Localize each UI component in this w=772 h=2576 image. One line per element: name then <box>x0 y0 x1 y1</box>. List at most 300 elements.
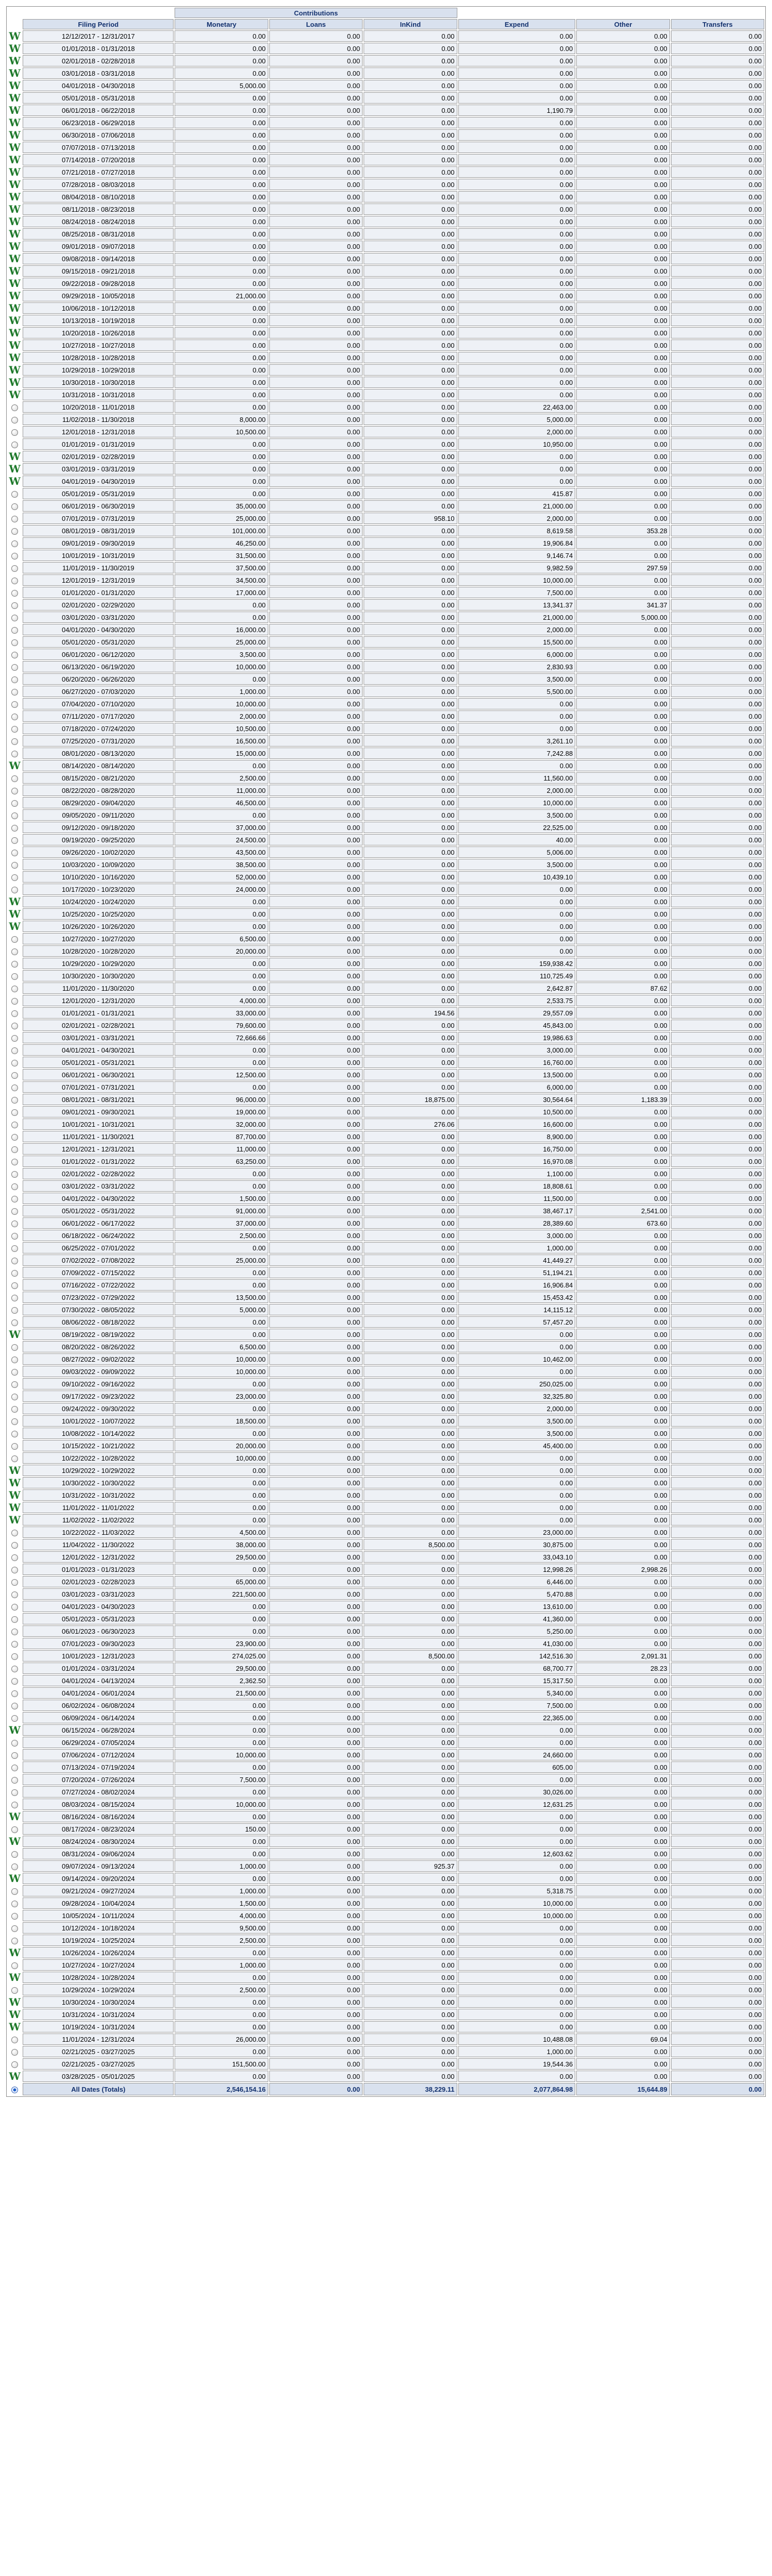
row-status[interactable] <box>8 389 22 400</box>
column-header-transfers[interactable]: Transfers <box>671 19 764 29</box>
column-header-monetary[interactable]: Monetary <box>175 19 268 29</box>
w-report-icon[interactable]: W <box>9 315 21 326</box>
radio-button-icon[interactable] <box>11 1319 18 1326</box>
radio-button-icon[interactable] <box>11 2049 18 2056</box>
w-report-icon[interactable]: W <box>9 2009 21 2020</box>
row-status[interactable] <box>8 908 22 920</box>
radio-button-icon[interactable] <box>11 1913 18 1920</box>
row-status[interactable] <box>8 438 22 450</box>
row-status[interactable] <box>8 1786 22 1798</box>
radio-button-icon[interactable] <box>11 961 18 968</box>
radio-button-icon[interactable] <box>11 590 18 597</box>
row-status[interactable] <box>8 710 22 722</box>
row-status[interactable] <box>8 970 22 981</box>
radio-button-icon[interactable] <box>11 2037 18 2043</box>
row-status[interactable] <box>8 1576 22 1587</box>
radio-button-icon[interactable] <box>11 1171 18 1178</box>
row-status[interactable] <box>8 1440 22 1451</box>
radio-button-icon[interactable] <box>11 1023 18 1029</box>
row-status[interactable] <box>8 1316 22 1328</box>
w-report-icon[interactable]: W <box>9 1329 21 1340</box>
radio-button-icon[interactable] <box>11 701 18 708</box>
w-report-icon[interactable]: W <box>9 30 21 42</box>
row-status[interactable] <box>8 92 22 104</box>
row-status[interactable] <box>8 822 22 833</box>
row-status[interactable] <box>8 884 22 895</box>
row-status[interactable] <box>8 1761 22 1773</box>
row-status[interactable] <box>8 55 22 66</box>
radio-button-icon[interactable] <box>11 578 18 584</box>
w-report-icon[interactable]: W <box>9 241 21 252</box>
radio-button-icon[interactable] <box>11 1097 18 1104</box>
row-status[interactable] <box>8 1514 22 1526</box>
w-report-icon[interactable]: W <box>9 67 21 79</box>
radio-button-icon[interactable] <box>11 1567 18 1573</box>
column-header-other[interactable]: Other <box>576 19 670 29</box>
row-status[interactable] <box>8 105 22 116</box>
row-status[interactable] <box>8 1044 22 1056</box>
row-status[interactable] <box>8 1910 22 1921</box>
radio-button-icon[interactable] <box>11 726 18 733</box>
radio-button-icon[interactable] <box>11 812 18 819</box>
radio-button-icon[interactable] <box>11 1146 18 1153</box>
radio-button-icon[interactable] <box>11 1010 18 1017</box>
row-status[interactable] <box>8 500 22 512</box>
radio-button-icon[interactable] <box>11 1270 18 1277</box>
row-status[interactable] <box>8 154 22 165</box>
row-status[interactable] <box>8 1465 22 1476</box>
row-status[interactable] <box>8 80 22 91</box>
row-status[interactable] <box>8 302 22 314</box>
radio-button-icon[interactable] <box>11 1765 18 1771</box>
radio-button-icon[interactable] <box>11 1752 18 1759</box>
row-status[interactable] <box>8 1428 22 1439</box>
row-status[interactable] <box>8 1897 22 1909</box>
radio-button-icon[interactable] <box>11 1443 18 1450</box>
radio-button-icon[interactable] <box>11 1357 18 1363</box>
row-status[interactable] <box>8 278 22 289</box>
radio-button-icon[interactable] <box>11 1307 18 1314</box>
w-report-icon[interactable]: W <box>9 142 21 153</box>
row-status[interactable] <box>8 562 22 573</box>
radio-button-icon[interactable] <box>11 948 18 955</box>
w-report-icon[interactable]: W <box>9 166 21 178</box>
w-report-icon[interactable]: W <box>9 327 21 338</box>
row-status[interactable] <box>8 1489 22 1501</box>
radio-button-icon[interactable] <box>11 751 18 757</box>
w-report-icon[interactable]: W <box>9 463 21 474</box>
radio-button-icon[interactable] <box>11 627 18 634</box>
radio-button-icon[interactable] <box>11 1072 18 1079</box>
column-header-expend[interactable]: Expend <box>458 19 576 29</box>
radio-button-icon[interactable] <box>11 800 18 807</box>
row-status[interactable] <box>8 921 22 932</box>
radio-button-icon[interactable] <box>11 1431 18 1437</box>
row-status[interactable] <box>8 129 22 141</box>
row-status[interactable] <box>8 1959 22 1971</box>
w-report-icon[interactable]: W <box>9 352 21 363</box>
row-status[interactable] <box>8 1069 22 1080</box>
row-status[interactable] <box>8 772 22 784</box>
row-status[interactable] <box>8 1020 22 1031</box>
row-status[interactable] <box>8 1081 22 1093</box>
radio-button-icon[interactable] <box>11 1406 18 1413</box>
radio-button-icon[interactable] <box>11 998 18 1005</box>
row-status[interactable] <box>8 1391 22 1402</box>
radio-button-icon[interactable] <box>11 491 18 498</box>
row-status[interactable] <box>8 327 22 338</box>
radio-button-icon[interactable] <box>11 1591 18 1598</box>
row-status[interactable] <box>8 1996 22 2008</box>
row-status[interactable] <box>8 1255 22 1266</box>
radio-button-icon[interactable] <box>11 639 18 646</box>
row-status[interactable] <box>8 1230 22 1241</box>
row-status[interactable] <box>8 513 22 524</box>
row-status[interactable] <box>8 1205 22 1216</box>
row-status[interactable] <box>8 537 22 549</box>
row-status[interactable] <box>8 1353 22 1365</box>
radio-button-icon[interactable] <box>11 825 18 832</box>
radio-button-icon[interactable] <box>11 1196 18 1202</box>
row-status[interactable] <box>8 204 22 215</box>
w-report-icon[interactable]: W <box>9 1947 21 1958</box>
radio-button-icon[interactable] <box>11 714 18 720</box>
row-status[interactable] <box>8 550 22 561</box>
w-report-icon[interactable]: W <box>9 1972 21 1983</box>
row-status[interactable] <box>8 748 22 759</box>
radio-button-icon[interactable] <box>11 1678 18 1685</box>
row-status[interactable] <box>8 43 22 54</box>
row-status[interactable] <box>8 1118 22 1130</box>
radio-button-icon[interactable] <box>11 1740 18 1747</box>
row-status[interactable] <box>8 1588 22 1600</box>
row-status[interactable] <box>8 1922 22 1934</box>
radio-button-icon[interactable] <box>11 1616 18 1623</box>
w-report-icon[interactable]: W <box>9 1724 21 1736</box>
row-status[interactable] <box>8 1329 22 1340</box>
radio-button-icon[interactable] <box>11 1715 18 1722</box>
row-status[interactable] <box>8 1737 22 1748</box>
row-status[interactable] <box>8 735 22 747</box>
radio-button-icon[interactable] <box>11 1282 18 1289</box>
w-report-icon[interactable]: W <box>9 451 21 462</box>
radio-button-icon[interactable] <box>11 1641 18 1648</box>
radio-button-icon[interactable] <box>11 602 18 609</box>
radio-button-icon[interactable] <box>11 1802 18 1808</box>
w-report-icon[interactable]: W <box>9 1811 21 1822</box>
row-status[interactable] <box>8 525 22 536</box>
radio-button-icon[interactable] <box>11 1035 18 1042</box>
radio-selected-icon[interactable] <box>11 2087 18 2093</box>
row-status[interactable] <box>8 834 22 845</box>
radio-button-icon[interactable] <box>11 1542 18 1549</box>
w-report-icon[interactable]: W <box>9 191 21 202</box>
radio-button-icon[interactable] <box>11 553 18 560</box>
row-status[interactable] <box>8 1156 22 1167</box>
radio-button-icon[interactable] <box>11 1221 18 1227</box>
row-status[interactable] <box>8 649 22 660</box>
w-report-icon[interactable]: W <box>9 43 21 54</box>
row-status[interactable] <box>8 488 22 499</box>
row-status[interactable] <box>8 1168 22 1179</box>
radio-button-icon[interactable] <box>11 1060 18 1066</box>
row-status[interactable] <box>8 1057 22 1068</box>
radio-button-icon[interactable] <box>11 1183 18 1190</box>
w-report-icon[interactable]: W <box>9 154 21 165</box>
row-status[interactable] <box>8 1415 22 1427</box>
w-report-icon[interactable]: W <box>9 908 21 920</box>
radio-button-icon[interactable] <box>11 1925 18 1932</box>
row-status[interactable] <box>8 1848 22 1859</box>
row-status[interactable] <box>8 1094 22 1105</box>
row-status[interactable] <box>8 587 22 598</box>
row-status[interactable] <box>8 673 22 685</box>
row-status[interactable] <box>8 686 22 697</box>
row-status[interactable] <box>8 958 22 969</box>
radio-button-icon[interactable] <box>11 404 18 411</box>
row-status[interactable] <box>8 1502 22 1513</box>
row-status[interactable] <box>8 166 22 178</box>
row-status[interactable] <box>8 30 22 42</box>
column-header-loans[interactable]: Loans <box>269 19 363 29</box>
row-status[interactable] <box>8 1650 22 1662</box>
row-status[interactable] <box>8 636 22 648</box>
row-status[interactable] <box>8 698 22 709</box>
row-status[interactable] <box>8 216 22 227</box>
row-status[interactable] <box>8 1811 22 1822</box>
radio-button-icon[interactable] <box>11 1666 18 1672</box>
radio-button-icon[interactable] <box>11 1777 18 1784</box>
radio-button-icon[interactable] <box>11 788 18 794</box>
row-status[interactable] <box>8 2033 22 2045</box>
row-status[interactable] <box>8 1935 22 1946</box>
row-status[interactable] <box>8 228 22 240</box>
w-report-icon[interactable]: W <box>9 265 21 277</box>
w-report-icon[interactable]: W <box>9 1489 21 1501</box>
row-status[interactable] <box>8 253 22 264</box>
row-status[interactable] <box>8 1885 22 1896</box>
row-status[interactable] <box>8 414 22 425</box>
radio-button-icon[interactable] <box>11 1394 18 1400</box>
row-status[interactable] <box>8 1823 22 1835</box>
row-status[interactable] <box>8 1601 22 1612</box>
w-report-icon[interactable]: W <box>9 1836 21 1847</box>
row-status[interactable] <box>8 1193 22 1204</box>
w-report-icon[interactable]: W <box>9 2071 21 2082</box>
radio-button-icon[interactable] <box>11 1579 18 1586</box>
row-status[interactable] <box>8 1131 22 1142</box>
radio-button-icon[interactable] <box>11 676 18 683</box>
row-status[interactable] <box>8 142 22 153</box>
radio-button-icon[interactable] <box>11 1863 18 1870</box>
row-status[interactable] <box>8 1477 22 1488</box>
w-report-icon[interactable]: W <box>9 179 21 190</box>
w-report-icon[interactable]: W <box>9 228 21 240</box>
radio-button-icon[interactable] <box>11 1629 18 1635</box>
radio-button-icon[interactable] <box>11 689 18 696</box>
row-status[interactable] <box>8 1007 22 1019</box>
row-status[interactable] <box>8 191 22 202</box>
row-status[interactable] <box>8 1539 22 1550</box>
radio-button-icon[interactable] <box>11 1418 18 1425</box>
row-status[interactable] <box>8 871 22 883</box>
radio-button-icon[interactable] <box>11 528 18 535</box>
row-status[interactable] <box>8 1564 22 1575</box>
radio-button-icon[interactable] <box>11 417 18 423</box>
row-status[interactable] <box>8 1638 22 1649</box>
row-status[interactable] <box>8 1625 22 1637</box>
row-status[interactable] <box>8 1366 22 1377</box>
row-status[interactable] <box>8 315 22 326</box>
radio-button-icon[interactable] <box>11 1690 18 1697</box>
row-status[interactable] <box>8 426 22 437</box>
row-status[interactable] <box>8 2021 22 2032</box>
row-status[interactable] <box>8 1279 22 1291</box>
row-status[interactable] <box>8 1403 22 1414</box>
w-report-icon[interactable]: W <box>9 896 21 907</box>
w-report-icon[interactable]: W <box>9 278 21 289</box>
row-status[interactable] <box>8 1613 22 1624</box>
radio-button-icon[interactable] <box>11 516 18 522</box>
row-status[interactable] <box>8 451 22 462</box>
radio-button-icon[interactable] <box>11 2061 18 2068</box>
row-status[interactable] <box>8 1687 22 1699</box>
row-status[interactable] <box>8 1267 22 1278</box>
row-status[interactable] <box>8 1217 22 1229</box>
row-status[interactable] <box>8 2046 22 2057</box>
row-status[interactable] <box>8 2071 22 2082</box>
radio-button-icon[interactable] <box>11 1703 18 1709</box>
row-status[interactable] <box>8 785 22 796</box>
row-status[interactable] <box>8 1947 22 1958</box>
w-report-icon[interactable]: W <box>9 1465 21 1476</box>
radio-button-icon[interactable] <box>11 1233 18 1240</box>
radio-button-icon[interactable] <box>11 1159 18 1165</box>
w-report-icon[interactable]: W <box>9 1514 21 1526</box>
radio-button-icon[interactable] <box>11 1245 18 1252</box>
row-status[interactable] <box>8 982 22 994</box>
radio-button-icon[interactable] <box>11 738 18 745</box>
row-status[interactable] <box>8 1304 22 1315</box>
radio-button-icon[interactable] <box>11 1530 18 1536</box>
row-status[interactable] <box>8 2009 22 2020</box>
w-report-icon[interactable]: W <box>9 105 21 116</box>
radio-button-icon[interactable] <box>11 615 18 621</box>
w-report-icon[interactable]: W <box>9 760 21 771</box>
radio-button-icon[interactable] <box>11 1109 18 1116</box>
row-status[interactable] <box>8 377 22 388</box>
row-status[interactable] <box>8 1873 22 1884</box>
row-status[interactable] <box>8 612 22 623</box>
row-status[interactable] <box>8 574 22 586</box>
w-report-icon[interactable]: W <box>9 216 21 227</box>
radio-button-icon[interactable] <box>11 1826 18 1833</box>
w-report-icon[interactable]: W <box>9 364 21 376</box>
w-report-icon[interactable]: W <box>9 340 21 351</box>
row-status[interactable] <box>8 241 22 252</box>
radio-button-icon[interactable] <box>11 1938 18 1944</box>
radio-button-icon[interactable] <box>11 1901 18 1907</box>
w-report-icon[interactable]: W <box>9 204 21 215</box>
row-status[interactable] <box>8 1341 22 1352</box>
row-status[interactable] <box>8 846 22 858</box>
radio-button-icon[interactable] <box>11 1554 18 1561</box>
row-status[interactable] <box>8 179 22 190</box>
row-status[interactable] <box>8 364 22 376</box>
row-status[interactable] <box>8 661 22 672</box>
row-status[interactable] <box>8 723 22 734</box>
row-status[interactable] <box>8 809 22 821</box>
row-status[interactable] <box>8 760 22 771</box>
radio-button-icon[interactable] <box>11 1455 18 1462</box>
radio-button-icon[interactable] <box>11 1122 18 1128</box>
row-status[interactable] <box>8 1551 22 1563</box>
w-report-icon[interactable]: W <box>9 55 21 66</box>
radio-button-icon[interactable] <box>11 1295 18 1301</box>
radio-button-icon[interactable] <box>11 936 18 943</box>
row-status[interactable] <box>8 624 22 635</box>
row-status[interactable] <box>8 1292 22 1303</box>
row-status[interactable] <box>8 290 22 301</box>
row-status[interactable] <box>8 1836 22 1847</box>
radio-button-icon[interactable] <box>11 1987 18 1994</box>
row-status[interactable] <box>8 1712 22 1723</box>
row-status[interactable] <box>8 1774 22 1785</box>
radio-button-icon[interactable] <box>11 1381 18 1388</box>
radio-button-icon[interactable] <box>11 1962 18 1969</box>
row-status[interactable] <box>8 352 22 363</box>
row-status[interactable] <box>8 1242 22 1253</box>
row-status[interactable] <box>8 1700 22 1711</box>
radio-button-icon[interactable] <box>11 1134 18 1141</box>
radio-button-icon[interactable] <box>11 986 18 992</box>
radio-button-icon[interactable] <box>11 1047 18 1054</box>
w-report-icon[interactable]: W <box>9 129 21 141</box>
row-status[interactable] <box>8 67 22 79</box>
row-status[interactable] <box>8 859 22 870</box>
column-header-filing-period[interactable]: Filing Period <box>23 19 174 29</box>
row-status[interactable] <box>8 1663 22 1674</box>
radio-button-icon[interactable] <box>11 1851 18 1858</box>
row-status[interactable] <box>8 896 22 907</box>
row-status[interactable] <box>8 1143 22 1155</box>
row-status[interactable] <box>8 265 22 277</box>
row-status[interactable] <box>8 1106 22 1117</box>
w-report-icon[interactable]: W <box>9 117 21 128</box>
totals-select[interactable] <box>8 2083 22 2095</box>
row-status[interactable] <box>8 1452 22 1464</box>
row-status[interactable] <box>8 599 22 611</box>
row-status[interactable] <box>8 1378 22 1389</box>
radio-button-icon[interactable] <box>11 540 18 547</box>
radio-button-icon[interactable] <box>11 1789 18 1796</box>
row-status[interactable] <box>8 401 22 413</box>
radio-button-icon[interactable] <box>11 429 18 436</box>
row-status[interactable] <box>8 117 22 128</box>
row-status[interactable] <box>8 1032 22 1043</box>
radio-button-icon[interactable] <box>11 1208 18 1215</box>
radio-button-icon[interactable] <box>11 775 18 782</box>
radio-button-icon[interactable] <box>11 1604 18 1611</box>
radio-button-icon[interactable] <box>11 850 18 856</box>
row-status[interactable] <box>8 463 22 474</box>
radio-button-icon[interactable] <box>11 442 18 448</box>
w-report-icon[interactable]: W <box>9 921 21 932</box>
radio-button-icon[interactable] <box>11 1888 18 1895</box>
radio-button-icon[interactable] <box>11 1084 18 1091</box>
radio-button-icon[interactable] <box>11 1258 18 1264</box>
w-report-icon[interactable]: W <box>9 1873 21 1884</box>
